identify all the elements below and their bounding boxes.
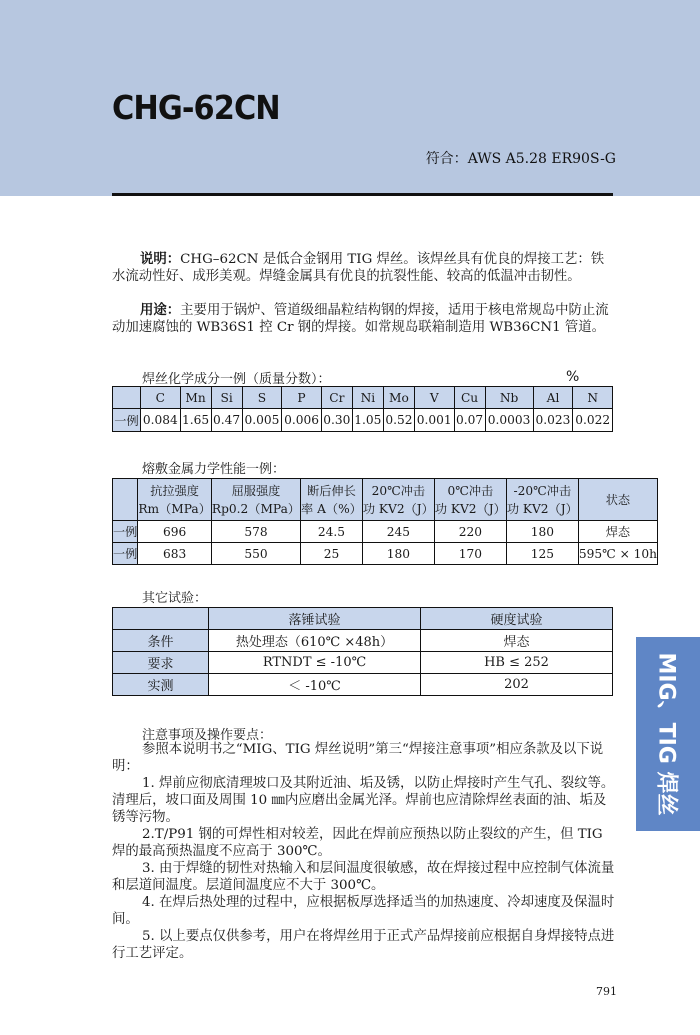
mech-row-label: 一例 <box>113 543 138 565</box>
mech-header-line2: Rp0.2（MPa） <box>211 501 301 516</box>
other-data-row <box>113 630 613 652</box>
chem-header-cell: N <box>573 387 613 409</box>
notes-item: 4. 在焊后热处理的过程中，应根据板厚选择适当的加热速度、冷却速度及保温时间。 <box>112 895 615 927</box>
other-row-label: 要求 <box>113 652 209 674</box>
side-section-tab <box>636 637 700 831</box>
mech-cell: 125 <box>506 543 578 565</box>
chem-header-cell: Nb <box>485 387 533 409</box>
mech-header-cell <box>211 479 300 521</box>
notes-item: 2.T/P91 钢的可焊性相对较差，因此在焊前应预热以防止裂纹的产生，但 TIG 焊的最高预热温度不应高于 300℃。 <box>112 827 603 859</box>
chem-header-cell: P <box>282 387 322 409</box>
mech-cell: 550 <box>211 543 300 565</box>
chem-cell: 0.001 <box>414 409 454 432</box>
mech-header-line2: 功 KV2（J） <box>434 501 506 516</box>
chem-header-cell: Al <box>533 387 573 409</box>
chem-header-cell: Ni <box>352 387 383 409</box>
mech-header-line1: 0℃冲击 <box>447 483 494 498</box>
mech-header-cell <box>506 479 578 521</box>
conform-label: 符合： <box>425 151 468 167</box>
mech-table <box>112 478 658 565</box>
chem-header-row <box>113 387 613 409</box>
mech-cell: 25 <box>301 543 363 565</box>
other-header-row <box>113 608 613 630</box>
chem-data-row <box>113 409 613 432</box>
chem-cell: 0.023 <box>533 409 573 432</box>
mech-cell: 683 <box>138 543 212 565</box>
chem-header-cell: C <box>140 387 180 409</box>
chem-cell: 1.05 <box>352 409 383 432</box>
notes-item: 1. 焊前应彻底清理坡口及其附近油、垢及锈，以防止焊接时产生气孔、裂纹等。清理后，坡口面及周围 10 ㎜内应磨出金属光泽。焊前也应清除焊丝表面的油、垢及锈等污物。 <box>112 776 615 825</box>
chem-cell: 0.006 <box>282 409 322 432</box>
chem-cell: 0.47 <box>211 409 242 432</box>
chem-cell: 0.30 <box>321 409 352 432</box>
mech-section-title: 熔敷金属力学性能一例： <box>142 462 286 477</box>
chem-header-cell: Si <box>211 387 242 409</box>
other-cell: 热处理态（610℃ ×48h） <box>209 630 421 652</box>
mech-header-cell <box>138 479 212 521</box>
other-data-row <box>113 652 613 674</box>
conform-standard <box>426 148 616 168</box>
chem-header-cell: V <box>414 387 454 409</box>
description-text: CHG–62CN 是低合金钢用 TIG 焊丝。该焊丝具有优良的焊接工艺：铁水流动性好、成形美观。焊缝金属具有优良的抗裂性能、较高的低温冲击韧性。 <box>112 252 605 284</box>
mech-cell: 180 <box>362 543 434 565</box>
chem-unit: % <box>566 369 580 385</box>
mech-header-line2: 功 KV2（J） <box>506 501 578 516</box>
notes-item: 5. 以上要点仅供参考，用户在将焊丝用于正式产品焊接前应根据自身焊接特点进行工艺评定。 <box>112 929 615 961</box>
chem-header-cell: Mo <box>383 387 414 409</box>
chem-header-cell: Mn <box>180 387 211 409</box>
mech-header-line1: 20℃冲击 <box>371 483 426 498</box>
mech-cell: 180 <box>506 521 578 543</box>
mech-cell: 170 <box>434 543 506 565</box>
chem-header-cell <box>113 387 141 409</box>
other-row-label: 实测 <box>113 674 209 696</box>
chem-cell: 0.07 <box>454 409 485 432</box>
other-cell: HB ≤ 252 <box>421 652 613 674</box>
mech-cell: 245 <box>362 521 434 543</box>
usage-label: 用途： <box>140 302 181 318</box>
mech-cell: 焊态 <box>578 521 657 543</box>
description-paragraph <box>112 251 617 285</box>
usage-paragraph <box>112 302 617 336</box>
mech-cell: 595℃ × 10h <box>578 543 657 565</box>
other-cell: 202 <box>421 674 613 696</box>
chem-cell: 1.65 <box>180 409 211 432</box>
other-header-cell: 落锤试验 <box>209 608 421 630</box>
other-row-label: 条件 <box>113 630 209 652</box>
mech-cell: 578 <box>211 521 300 543</box>
mech-header-cell <box>434 479 506 521</box>
mech-header-line1: 屈服强度 <box>231 483 281 498</box>
mech-header-cell <box>362 479 434 521</box>
other-cell: ＜ -10℃ <box>209 674 421 696</box>
mech-data-row <box>113 543 658 565</box>
conform-value: AWS A5.28 ER90S-G <box>467 151 616 167</box>
chem-header-cell: S <box>242 387 282 409</box>
chem-cell: 0.0003 <box>485 409 533 432</box>
mech-header-line1: 抗拉强度 <box>150 483 199 498</box>
product-title: CHG-62CN <box>112 88 280 127</box>
mech-cell: 24.5 <box>301 521 363 543</box>
mech-header-cell <box>301 479 363 521</box>
other-header-cell <box>113 608 209 630</box>
mech-header-line1: 断后伸长 <box>307 483 356 498</box>
notes-section-title: 注意事项及操作要点： <box>142 728 273 743</box>
chem-cell: 0.005 <box>242 409 282 432</box>
other-cell: RTNDT ≤ -10℃ <box>209 652 421 674</box>
page-number: 791 <box>596 985 617 998</box>
notes-item: 3. 由于焊缝的韧性对热输入和层间温度很敏感，故在焊接过程中应控制气体流量和层道间温度。层道间温度应不大于 300℃。 <box>112 861 615 893</box>
mech-header-line2: 率 A（%） <box>301 501 362 516</box>
usage-text: 主要用于锅炉、管道级细晶粒结构钢的焊接，适用于核电常规岛中防止流动加速腐蚀的 WB36S1 控 Cr 钢的焊接。如常规岛联箱制造用 WB36CN1 管道。 <box>112 303 609 335</box>
chem-cell: 0.022 <box>573 409 613 432</box>
mech-header-corner <box>113 479 138 521</box>
other-cell: 焊态 <box>421 630 613 652</box>
chem-table <box>112 386 613 432</box>
other-section-title: 其它试验： <box>142 591 208 606</box>
chem-header-cell: Cu <box>454 387 485 409</box>
mech-cell: 220 <box>434 521 506 543</box>
mech-header-line1: -20℃冲击 <box>513 483 572 498</box>
mech-header-line1: 状态 <box>605 492 631 507</box>
chem-section-title: 焊丝化学成分一例（质量分数）： <box>142 372 331 387</box>
mech-header-line2: Rm（MPa） <box>138 501 211 516</box>
chem-row-label: 一例 <box>113 409 141 432</box>
header-rule <box>112 193 613 196</box>
mech-header-line2: 功 KV2（J） <box>362 501 434 516</box>
mech-row-label: 一例 <box>113 521 138 543</box>
side-tab-label: MIG、TIG 焊丝 <box>653 652 679 816</box>
other-header-cell: 硬度试验 <box>421 608 613 630</box>
other-data-row <box>113 674 613 696</box>
mech-data-row <box>113 521 658 543</box>
notes-intro: 参照本说明书之“MIG、TIG 焊丝说明”第三“焊接注意事项”相应条款及以下说明： <box>112 742 604 774</box>
chem-cell: 0.084 <box>140 409 180 432</box>
mech-header-cell <box>578 479 657 521</box>
description-label: 说明： <box>140 251 181 267</box>
mech-cell: 696 <box>138 521 212 543</box>
other-table <box>112 607 613 696</box>
chem-cell: 0.52 <box>383 409 414 432</box>
notes-body <box>112 741 617 962</box>
chem-header-cell: Cr <box>321 387 352 409</box>
mech-header-row <box>113 479 658 521</box>
